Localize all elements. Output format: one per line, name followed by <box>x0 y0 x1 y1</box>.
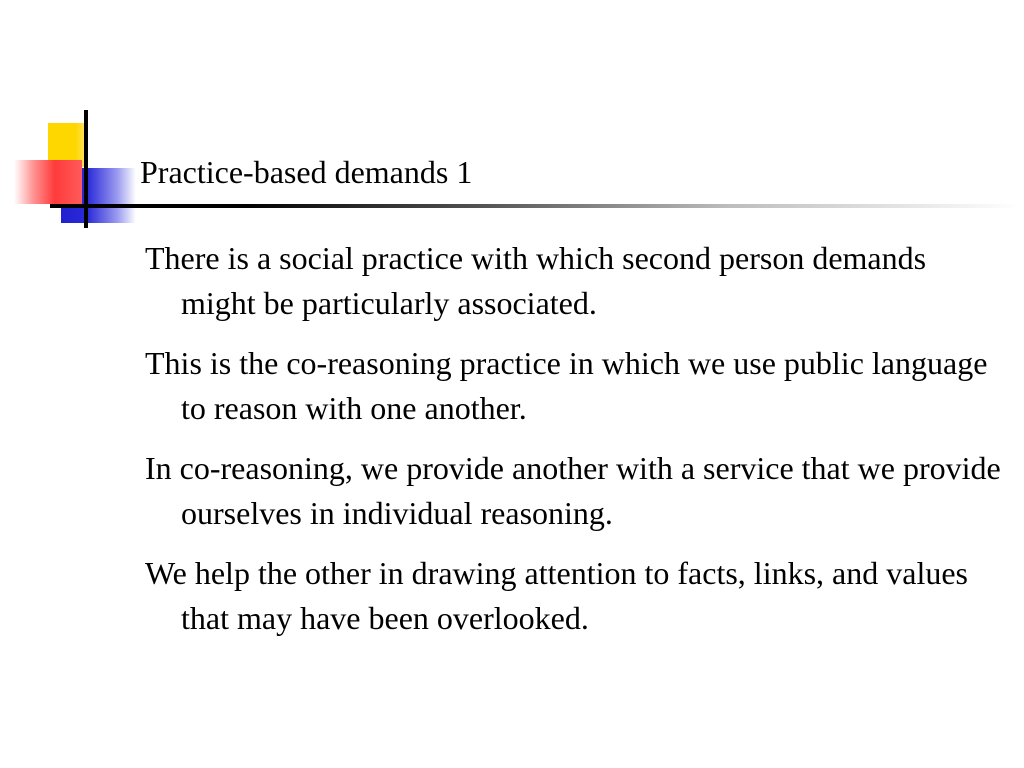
vertical-rule <box>84 110 88 228</box>
bullet-item: This is the co-reasoning practice in which we use public language to reason with one another. <box>145 345 988 426</box>
bullet-item: In co-reasoning, we provide another with a service that we provide ourselves in individual reasoning. <box>145 450 1001 531</box>
red-square <box>14 160 82 204</box>
bullet-item: There is a social practice with which second person demands might be particularly associated. <box>145 240 927 321</box>
title-underline <box>50 204 1020 208</box>
bullet-list <box>145 236 1005 656</box>
bullet-item: We help the other in drawing attention to facts, links, and values that may have been overlooked. <box>145 555 968 636</box>
slide-title: Practice-based demands 1 <box>140 154 473 190</box>
